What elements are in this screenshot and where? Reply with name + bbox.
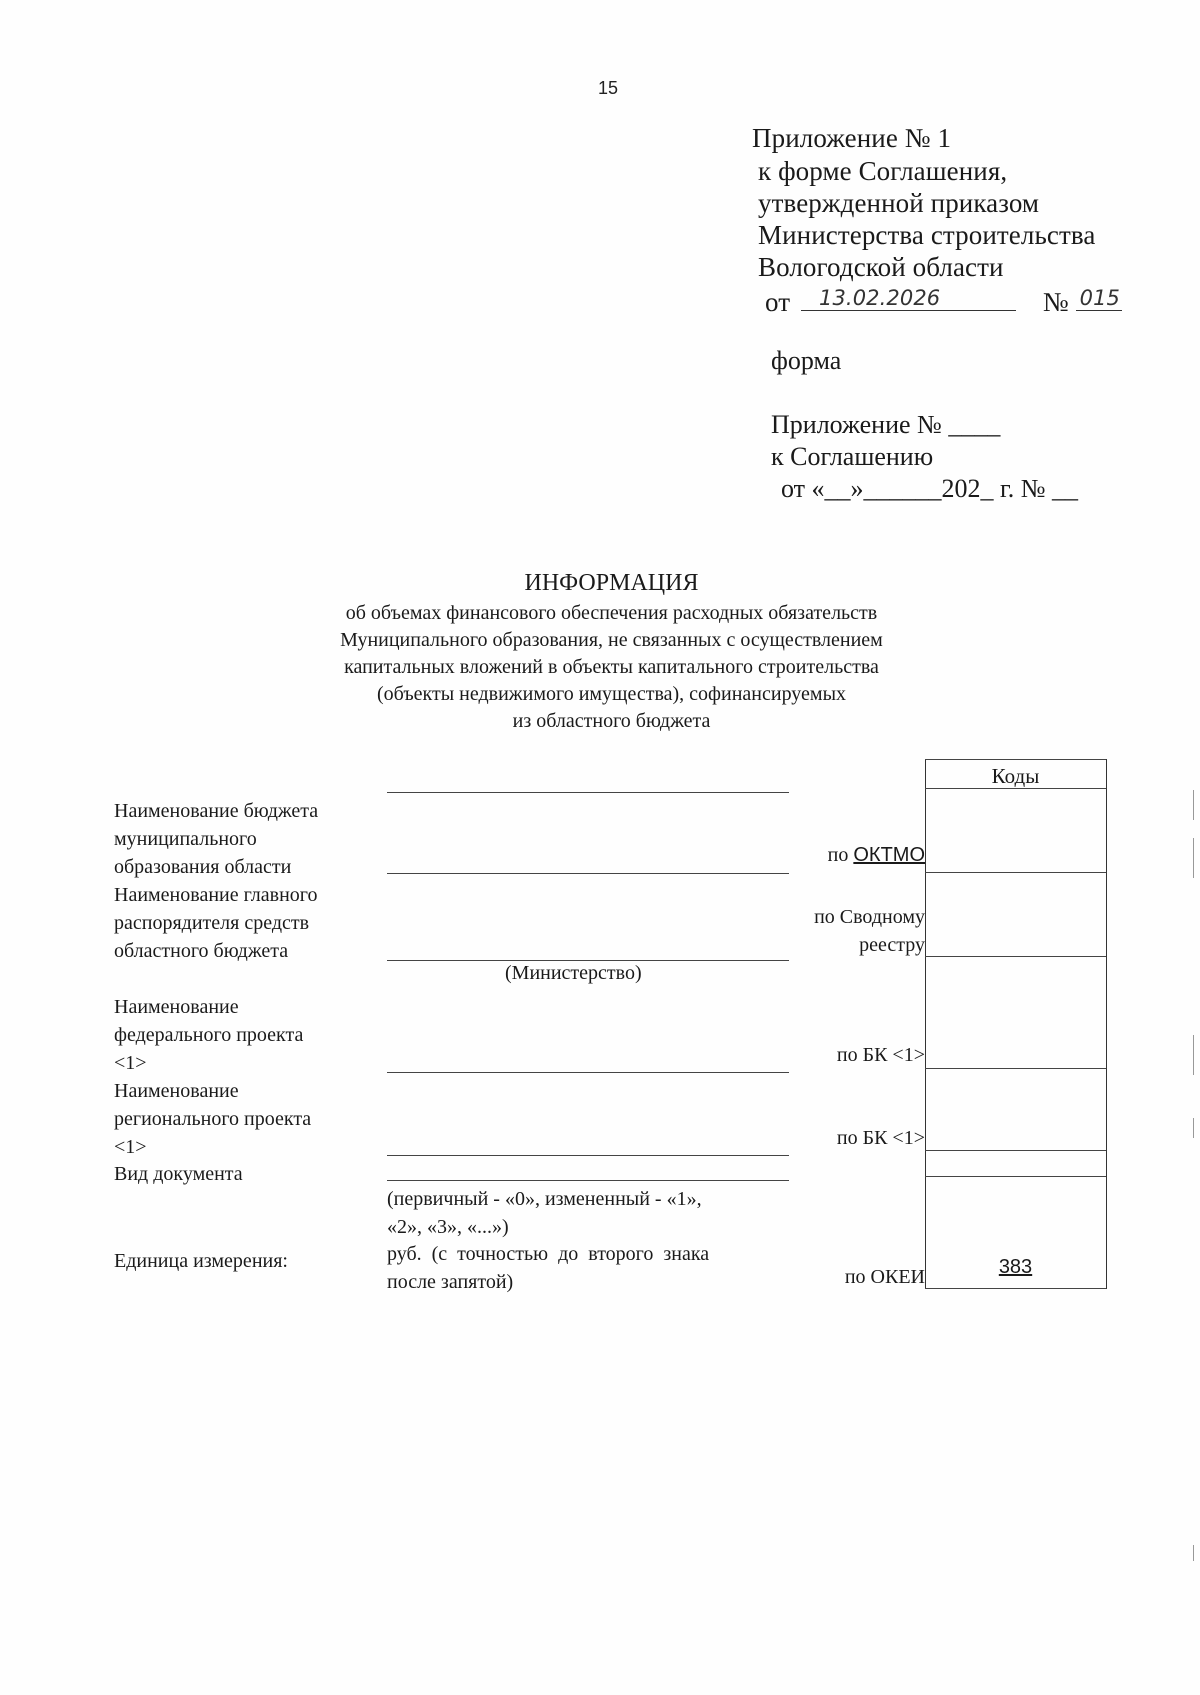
number-prefix: № bbox=[1042, 287, 1069, 317]
codes-box-rule bbox=[925, 759, 1106, 760]
manager-input-line bbox=[387, 960, 789, 961]
regional-input-line bbox=[387, 1155, 789, 1156]
scan-mark bbox=[1193, 790, 1194, 820]
document-subtitle bbox=[0, 600, 1200, 735]
federal-label-line: Наименование bbox=[114, 996, 239, 1018]
subtitle-line: Муниципального образования, не связанных с осуществлением bbox=[340, 629, 883, 651]
budget-input-line bbox=[387, 792, 789, 793]
manager-label-line: областного бюджета bbox=[114, 940, 289, 962]
page-number: 15 bbox=[598, 78, 619, 98]
codes-box-rule bbox=[925, 1150, 1106, 1151]
budget-label-line: Наименование бюджета bbox=[114, 800, 319, 822]
subtitle-line: об объемах финансового обеспечения расходных обязательств bbox=[345, 602, 878, 624]
manager-caption: (Министерство) bbox=[505, 962, 642, 984]
budget-input-line bbox=[387, 873, 789, 874]
federal-input-line bbox=[387, 1072, 789, 1073]
budget-label-line: образования области bbox=[114, 856, 292, 878]
date-field bbox=[801, 284, 1016, 311]
annex-line: к Соглашению bbox=[771, 442, 934, 471]
federal-label-line: <1> bbox=[114, 1052, 147, 1074]
approval-line: утвержденной приказом bbox=[758, 188, 1040, 218]
regional-label-line: <1> bbox=[114, 1136, 147, 1158]
number-field bbox=[1076, 284, 1122, 311]
oktmo-code-label bbox=[740, 844, 925, 867]
bk-code-label: по БК <1> bbox=[836, 1127, 925, 1149]
manager-label-line: распорядителя средств bbox=[114, 912, 310, 934]
codes-header: Коды bbox=[991, 764, 1040, 788]
handwritten-date: 13.02.2026 bbox=[819, 286, 941, 310]
unit-label: Единица измерения: bbox=[114, 1250, 288, 1272]
doc-type-note: «2», «3», «...») bbox=[387, 1216, 509, 1238]
approval-date-row bbox=[765, 284, 1122, 318]
federal-label-line: федерального проекта bbox=[114, 1024, 304, 1046]
subtitle-line: капитальных вложений в объекты капитального строительства bbox=[344, 656, 879, 678]
codes-box-rule bbox=[925, 872, 1106, 873]
unit-value: после запятой) bbox=[387, 1271, 514, 1293]
document-title: ИНФОРМАЦИЯ bbox=[524, 570, 699, 596]
scan-mark bbox=[1193, 1545, 1194, 1561]
doc-type-label: Вид документа bbox=[114, 1163, 243, 1185]
codes-box-rule bbox=[925, 1068, 1106, 1069]
registry-code-label: по Сводному bbox=[814, 906, 925, 928]
manager-label-line: Наименование главного bbox=[114, 884, 318, 906]
unit-value: руб. (с точностью до второго знака bbox=[387, 1243, 710, 1265]
registry-code-label: реестру bbox=[859, 934, 925, 956]
date-prefix: от bbox=[765, 287, 791, 317]
subtitle-line: из областного бюджета bbox=[512, 710, 711, 732]
subtitle-line: (объекты недвижимого имущества), софинансируемых bbox=[376, 683, 847, 705]
approval-line: Вологодской области bbox=[758, 252, 1004, 282]
oktmo-text: ОКТМО bbox=[853, 844, 925, 866]
okei-code-label: по ОКЕИ bbox=[844, 1266, 925, 1288]
annex-line: Приложение № ____ bbox=[771, 410, 1001, 439]
regional-label-line: Наименование bbox=[114, 1080, 239, 1102]
scan-mark bbox=[1193, 838, 1194, 878]
codes-box-rule bbox=[925, 956, 1106, 957]
scan-mark bbox=[1193, 1118, 1194, 1138]
codes-box-rule bbox=[925, 1288, 1106, 1289]
approval-line: Приложение № 1 bbox=[752, 123, 952, 153]
bk-code-label: по БК <1> bbox=[836, 1044, 925, 1066]
handwritten-number: 015 bbox=[1079, 286, 1120, 310]
okei-code-value: 383 bbox=[998, 1256, 1033, 1278]
regional-label-line: регионального проекта bbox=[114, 1108, 312, 1130]
codes-box-left-border bbox=[925, 759, 926, 1289]
doc-type-input-line bbox=[387, 1180, 789, 1181]
form-label: форма bbox=[771, 346, 842, 375]
annex-line: от «__»______202_ г. № __ bbox=[781, 474, 1079, 503]
approval-line: Министерства строительства bbox=[758, 220, 1096, 250]
codes-box-rule bbox=[925, 1176, 1106, 1177]
code-prefix: по bbox=[827, 844, 854, 866]
codes-box-right-border bbox=[1106, 759, 1107, 1289]
approval-line: к форме Соглашения, bbox=[758, 156, 1008, 186]
scan-mark bbox=[1193, 1035, 1194, 1075]
budget-label-line: муниципального bbox=[114, 828, 257, 850]
doc-type-note: (первичный - «0», измененный - «1», bbox=[387, 1188, 702, 1210]
